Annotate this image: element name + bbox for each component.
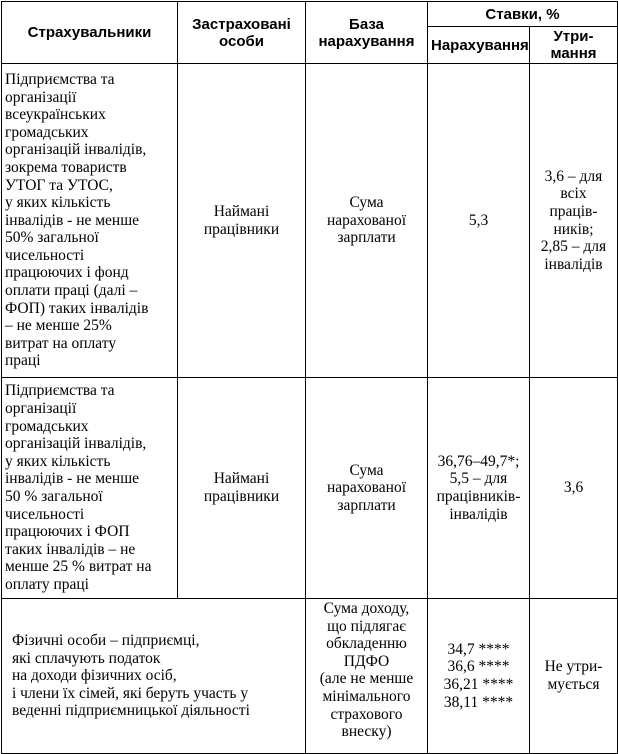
base-text: Сума нарахованої зарплати	[326, 194, 407, 247]
accrual-text: 34,7 **** 36,6 **** 36,21 **** 38,11 ****	[443, 640, 514, 711]
withholding-text: Не утри- мується	[544, 658, 603, 693]
insurer-text: Підприємства та організації громадських організацій інвалідів, у яких кількість інвалідів - не менше 50 % загальної чисельності працюючих і ФОП таких інвалідів – не менше 25 % витрат на оплату праці	[5, 382, 152, 593]
withholding-cell	[530, 64, 618, 378]
accrual-cell	[428, 64, 530, 378]
insured-cell	[178, 378, 306, 599]
header-insurers: Страхувальники	[2, 2, 178, 64]
header-accrual: Нарахування	[428, 27, 530, 64]
insured-cell	[178, 64, 306, 378]
withholding-text: 3,6	[563, 479, 584, 497]
table-row	[2, 64, 618, 378]
base-cell	[306, 64, 428, 378]
withholding-cell	[530, 599, 618, 754]
insured-text: Наймані працівники	[203, 202, 280, 238]
insurer-text: Фізичні особи – підприємці, які сплачують податок на доходи фізичних осіб, і члени їх сімей, які беруть участь у веденні підприємницької діяльності	[12, 632, 250, 720]
accrual-cell	[428, 378, 530, 599]
header-rates: Ставки, %	[428, 2, 618, 27]
base-text: Сума доходу, що підлягає обкладенню ПДФО (але не менше мінімального страхового внеску)	[319, 600, 414, 741]
contribution-rates-table	[1, 1, 618, 754]
insurer-cell	[2, 599, 306, 754]
accrual-cell	[428, 599, 530, 754]
header-withholding: Утри-мання	[530, 27, 618, 64]
insurer-cell	[2, 64, 178, 378]
table-row	[2, 378, 618, 599]
insured-text: Наймані працівники	[203, 470, 280, 505]
insurer-cell	[2, 378, 178, 599]
withholding-cell	[530, 378, 618, 599]
withholding-text: 3,6 – для всіх працiв- ників; 2,85 – для інвалідів	[540, 167, 607, 273]
header-row	[2, 2, 618, 27]
base-text: Сума нарахованої зарплати	[326, 461, 407, 514]
accrual-text: 36,76–49,7*; 5,5 – для працівників- інвалідів	[436, 452, 521, 523]
base-cell	[306, 599, 428, 754]
base-cell	[306, 378, 428, 599]
header-base: База нарахування	[306, 2, 428, 64]
header-insured: Застраховані особи	[178, 2, 306, 64]
insurer-text: Підприємства та організації всеукраїнських громадських організацій інвалідів, зокрема товариств УТОГ та УТОС, у яких кількість інвалідів - не менше 50% загальної чисельності працюючих і фонд оплати праці (далі – ФОП) таких інвалідів – не менше 25% витрат на оплату праці	[5, 70, 149, 370]
table-row	[2, 599, 618, 754]
accrual-text: 5,3	[468, 211, 489, 229]
